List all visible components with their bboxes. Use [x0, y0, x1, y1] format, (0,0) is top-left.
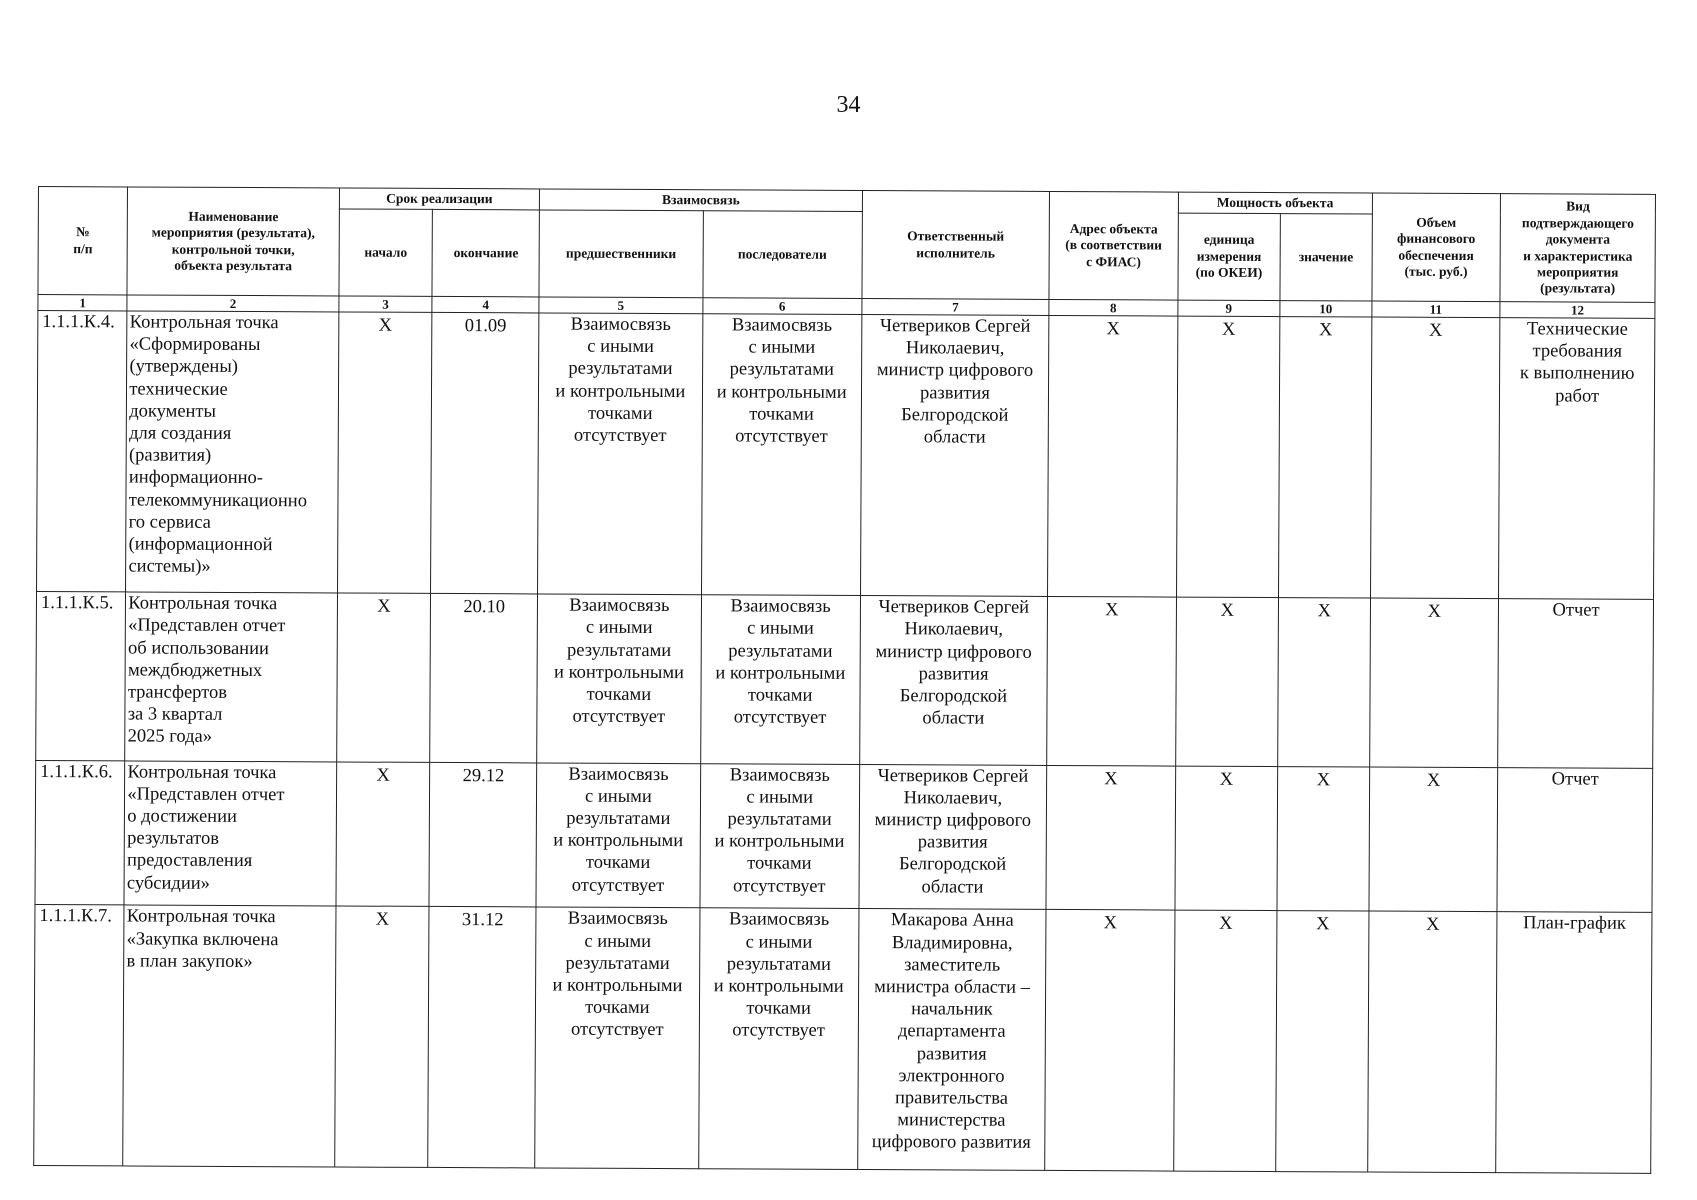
row-term-start: Х [334, 906, 429, 1167]
row-name: Контрольная точка «Представлен отчет о достижении результатов предоставления субсидии» [124, 761, 336, 907]
row-finance: Х [1367, 911, 1497, 1172]
row-term-end: 20.10 [430, 594, 538, 763]
header-responsible: Ответственный исполнитель [862, 191, 1050, 300]
column-number: 10 [1280, 301, 1372, 317]
header-capacity-group: Мощность объекта [1178, 192, 1372, 214]
header-num: № п/п [38, 187, 128, 295]
header-address: Адрес объекта (в соответствии с ФИАС) [1049, 191, 1178, 300]
header-term-start: начало [339, 209, 433, 296]
header-term-end: окончание [432, 209, 539, 297]
row-successors: Взаимосвязь с иными результатами и контрольными точками отсутствует [700, 763, 860, 909]
row-name: Контрольная точка «Представлен отчет об использовании междбюджетных трансфертов за 3 квартал 2025 года» [125, 592, 337, 762]
plan-table [33, 186, 1656, 1174]
row-doc-type: Отчет [1498, 599, 1654, 768]
table-row [34, 905, 1652, 1173]
row-num: 1.1.1.К.6. [35, 760, 125, 905]
column-number: 1 [38, 295, 127, 311]
column-number: 8 [1049, 299, 1178, 316]
row-responsible: Макарова Анна Владимировна, заместитель министра области – начальник департамента развития электронного правительства министерства цифрового развития [857, 909, 1046, 1170]
row-successors: Взаимосвязь с иными результатами и контрольными точками отсутствует [698, 908, 858, 1169]
column-number: 7 [862, 299, 1049, 316]
page-number: 34 [836, 92, 861, 118]
row-term-end: 29.12 [429, 762, 536, 907]
table-row [35, 760, 1653, 913]
row-term-start: Х [336, 593, 431, 762]
row-value: Х [1277, 766, 1369, 911]
row-predecessors: Взаимосвязь с иными результатами и контрольными точками отсутствует [538, 313, 703, 595]
column-number: 3 [339, 296, 433, 312]
row-term-end: 31.12 [428, 907, 536, 1168]
row-term-end: 01.09 [431, 312, 539, 594]
row-doc-type: План-график [1496, 912, 1652, 1173]
header-name: Наименование мероприятия (результата), контрольной точки, объекта результата [127, 187, 339, 296]
row-num: 1.1.1.К.7. [34, 905, 125, 1166]
column-number: 2 [127, 295, 338, 312]
row-finance: Х [1370, 317, 1500, 599]
row-successors: Взаимосвязь с иными результатами и контрольными точками отсутствует [701, 314, 861, 596]
row-value: Х [1278, 598, 1370, 767]
row-responsible: Четвериков Сергей Николаевич, министр цифрового развития Белгородской области [859, 596, 1047, 765]
header-doc-type: Вид подтверждающего документа и характеристика мероприятия (результата) [1500, 194, 1655, 303]
row-predecessors: Взаимосвязь с иными результатами и контрольными точками отсутствует [535, 907, 700, 1168]
header-cap-unit: единица измерения (по ОКЕИ) [1178, 213, 1281, 300]
plan-table-sheet [33, 186, 1656, 1174]
row-responsible: Четвериков Сергей Николаевич, министр цифрового развития Белгородской области [859, 764, 1047, 910]
column-number: 11 [1372, 301, 1501, 318]
row-address: Х [1046, 765, 1175, 910]
row-finance: Х [1369, 767, 1498, 912]
column-number: 6 [703, 298, 862, 315]
row-finance: Х [1369, 598, 1498, 767]
header-term-group: Срок реализации [339, 188, 540, 210]
row-num: 1.1.1.К.5. [36, 592, 126, 761]
row-address: Х [1047, 597, 1176, 766]
table-row [36, 592, 1654, 768]
header-link-group: Взаимосвязь [540, 189, 863, 212]
row-doc-type: Технические требования к выполнению работ [1499, 318, 1655, 600]
row-unit: Х [1176, 316, 1280, 598]
header-finance: Объем финансового обеспечения (тыс. руб.) [1372, 193, 1501, 302]
header-cap-value: значение [1280, 214, 1372, 301]
row-address: Х [1048, 315, 1178, 597]
header-link-succ: последователи [703, 211, 863, 299]
row-value: Х [1276, 911, 1369, 1172]
column-number: 12 [1500, 302, 1655, 319]
row-unit: Х [1175, 766, 1278, 911]
row-doc-type: Отчет [1497, 767, 1653, 912]
row-name: Контрольная точка «Сформированы (утверждены) технические документы для создания (развития) информационно- телекоммуникационно го сервиса (информационной системы)» [126, 311, 339, 593]
row-value: Х [1279, 317, 1372, 599]
row-term-start: Х [337, 312, 432, 594]
row-successors: Взаимосвязь с иными результатами и контрольными точками отсутствует [700, 595, 860, 764]
table-row [37, 311, 1655, 600]
row-address: Х [1045, 910, 1175, 1171]
column-number: 5 [539, 297, 703, 314]
column-number: 4 [432, 296, 539, 313]
row-predecessors: Взаимосвязь с иными результатами и контрольными точками отсутствует [537, 594, 701, 763]
row-name: Контрольная точка «Закупка включена в план закупок» [123, 905, 336, 1167]
header-link-pred: предшественники [539, 210, 703, 298]
column-number: 9 [1178, 300, 1280, 317]
row-unit: Х [1173, 911, 1277, 1172]
row-predecessors: Взаимосвязь с иными результатами и контрольными точками отсутствует [536, 763, 700, 909]
row-unit: Х [1175, 597, 1278, 766]
row-term-start: Х [336, 762, 430, 907]
row-responsible: Четвериков Сергей Николаевич, министр цифрового развития Белгородской области [860, 315, 1049, 597]
row-num: 1.1.1.К.4. [37, 311, 128, 593]
